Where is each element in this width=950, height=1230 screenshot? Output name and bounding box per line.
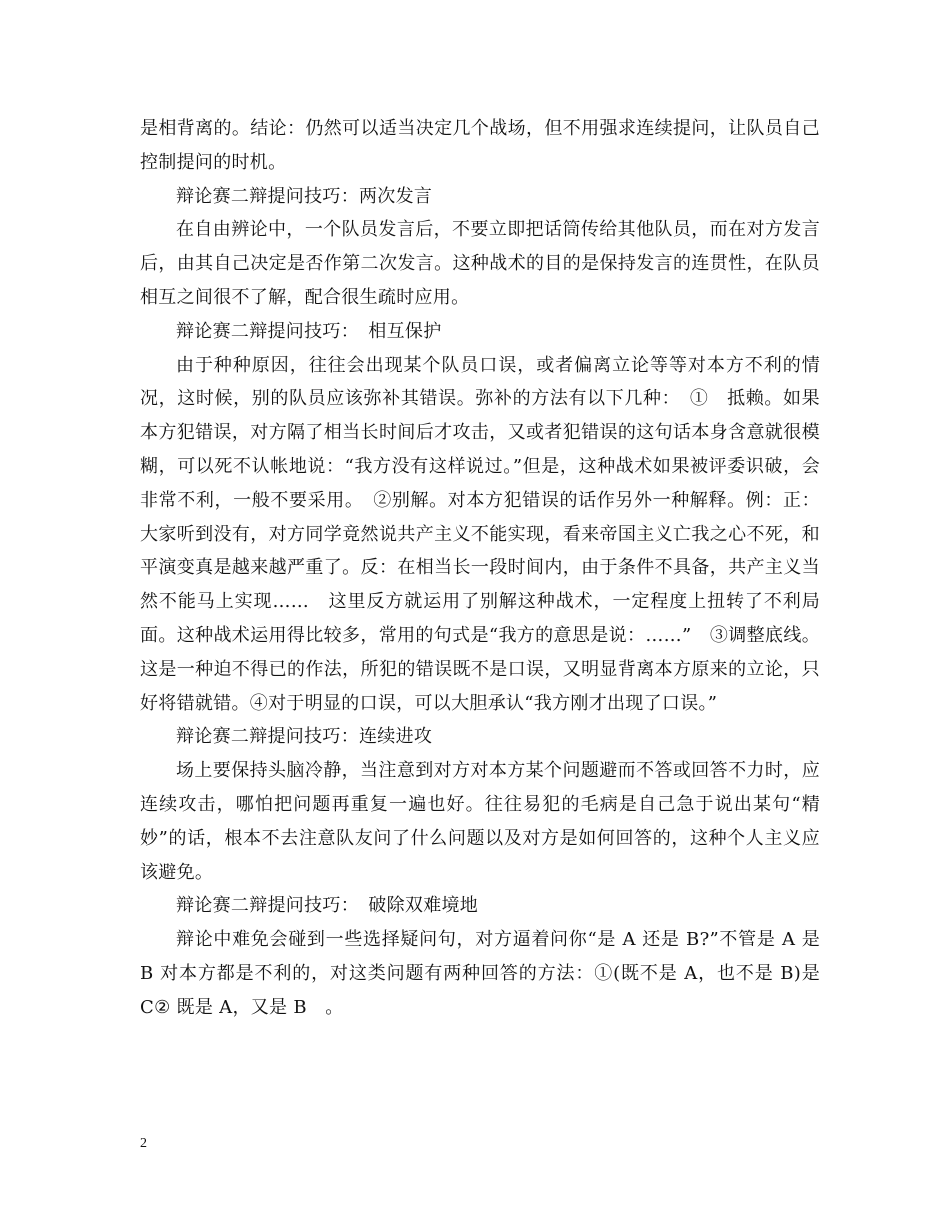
paragraph-dilemma: 辩论中难免会碰到一些选择疑问句，对方逼着问你“是 A 还是 B?”不管是 A 是 B 对本方都是不利的，对这类问题有两种回答的方法：①(既不是 A，也不是 B)是 C② 既是 A，又是 B 。: [140, 929, 820, 1018]
paragraph-two-speeches: 在自由辨论中，一个队员发言后，不要立即把话筒传给其他队员，而在对方发言后，由其自己决定是否作第二次发言。这种战术的目的是保持发言的连贯性，在队员相互之间很不了解，配合很生疏时应用。: [140, 219, 820, 308]
paragraph-mutual-protection: 由于种种原因，往往会出现某个队员口误，或者偏离立论等等对本方不利的情况，这时候，别的队员应该弥补其错误。弥补的方法有以下几种： ① 抵赖。如果本方犯错误，对方隔了相当长时间后才攻击，又或者犯错误的这句话本身含意就很模糊，可以死不认帐地说：“我方没有这样说过。”但是，这种战术如果被评委识破，会非常不利，一般不要采用。 ②别解。对本方犯错误的话作另外一种解释。例：正：大家听到没有，对方同学竟然说共产主义不能实现，看来帝国主义亡我之心不死，和平演变真是越来越严重了。反：在相当长一段时间内，由于条件不具备，共产主义当然不能马上实现…… 这里反方就运用了别解这种战术，一定程度上扭转了不利局面。这种战术运用得比较多，常用的句式是“我方的意思是说：……” ③调整底线。这是一种迫不得已的作法，所犯的错误既不是口误，又明显背离本方原来的立论，只好将错就错。④对于明显的口误，可以大胆承认“我方刚才出现了口误。”: [140, 354, 820, 714]
section-heading-two-speeches: 辩论赛二辩提问技巧：两次发言: [176, 185, 433, 207]
section-heading-continuous-attack: 辩论赛二辩提问技巧：连续进攻: [176, 726, 433, 748]
section-heading-mutual-protection: 辩论赛二辩提问技巧： 相互保护: [176, 320, 442, 342]
section-heading-dilemma: 辩论赛二辩提问技巧： 破除双难境地: [176, 895, 479, 917]
page-number: 2: [140, 1136, 147, 1151]
document-body: [140, 112, 820, 1025]
paragraph-continued: 是相背离的。结论：仍然可以适当决定几个战场，但不用强求连续提问，让队员自己控制提问的时机。: [140, 118, 820, 173]
paragraph-continuous-attack: 场上要保持头脑冷静，当注意到对方对本方某个问题避而不答或回答不力时，应连续攻击，哪怕把问题再重复一遍也好。往往易犯的毛病是自己急于说出某句“精妙”的话，根本不去注意队友问了什么问题以及对方是如何回答的，这种个人主义应该避免。: [140, 760, 820, 883]
